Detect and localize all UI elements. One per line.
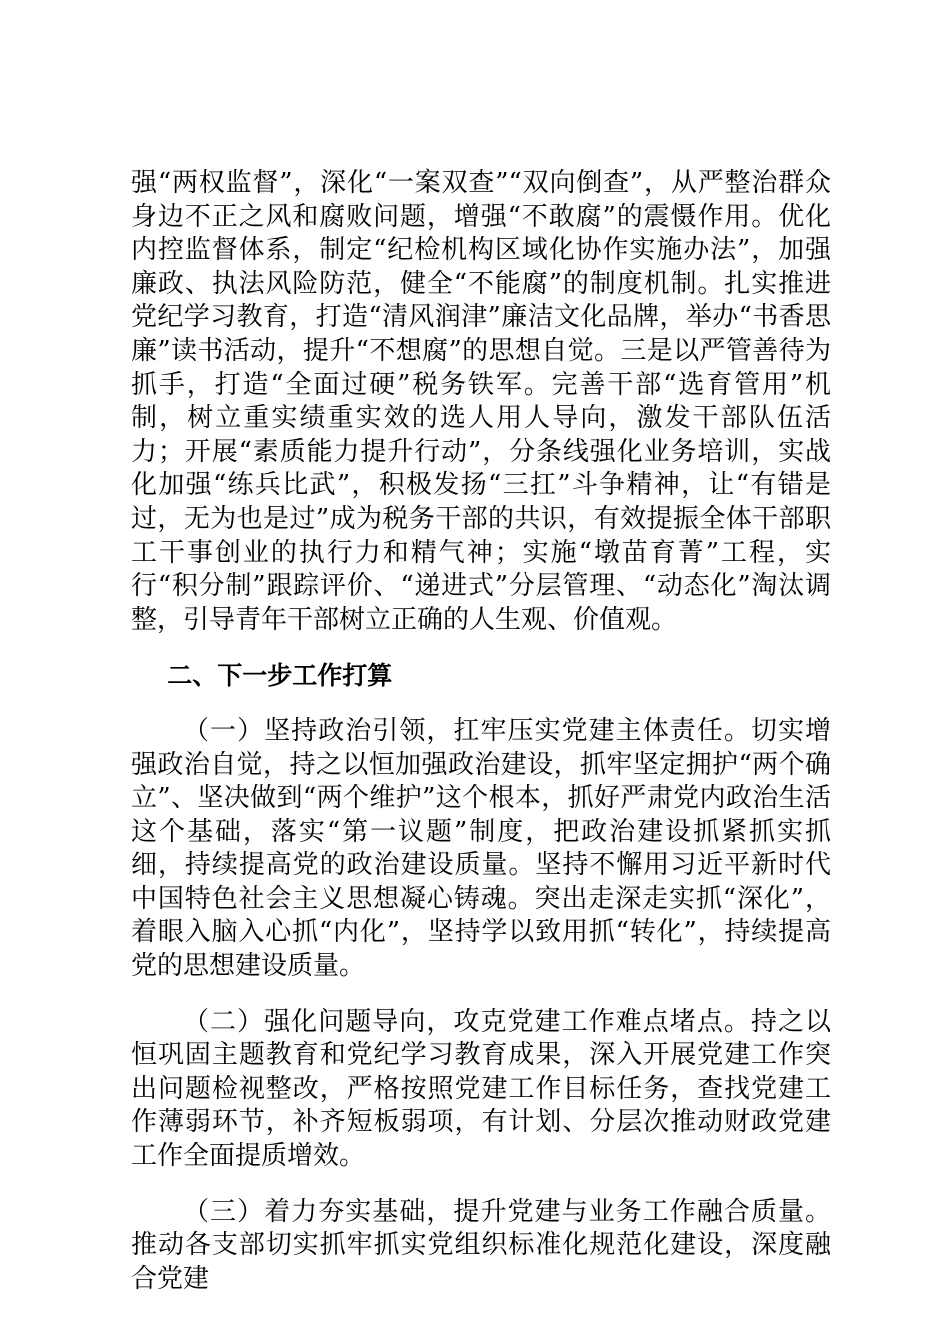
paragraph-continuation: 强“两权监督”，深化“一案双查”“双向倒查”，从严整治群众身边不正之风和腐败问题，增强“不敢腐”的震慑作用。优化内控监督体系，制定“纪检机构区域化协作实施办法”，加强廉政、执法风险防范，健全“不能腐”的制度机制。扎实推进党纪学习教育，打造“清风润津”廉洁文化品牌，举办“书香思廉”读书活动，提升“不想腐”的思想自觉。三是以严管善待为抓手，打造“全面过硬”税务铁军。完善干部“选育管用”机制，树立重实绩重实效的选人用人导向，激发干部队伍活力；开展“素质能力提升行动”，分条线强化业务培训，实战化加强“练兵比武”，积极发扬“三扛”斗争精神，让“有错是过，无为也是过”成为税务干部的共识，有效提振全体干部职工干事创业的执行力和精气神；实施“墩苗育菁”工程，实行“积分制”跟踪评价、“递进式”分层管理、“动态化”淘汰调整，引导青年干部树立正确的人生观、价值观。	[131, 168, 831, 635]
paragraph-spacer	[131, 984, 831, 1006]
section-heading: 二、下一步工作打算	[167, 661, 393, 691]
paragraph-foundation: （三）着力夯实基础，提升党建与业务工作融合质量。推动各支部切实抓牢抓实党组织标准化规范化建设，深度融合党建	[131, 1196, 831, 1294]
paragraph-spacer	[131, 1174, 831, 1196]
document-body	[131, 167, 831, 1296]
paragraph-problem-orientation: （二）强化问题导向，攻克党建工作难点堵点。持之以恒巩固主题教育和党纪学习教育成果，深入开展党建工作突出问题检视整改，严格按照党建工作目标任务，查找党建工作薄弱环节，补齐短板弱项，有计划、分层次推动财政党建工作全面提质增效。	[131, 1006, 831, 1172]
paragraph-political-leadership: （一）坚持政治引领，扛牢压实党建主体责任。切实增强政治自觉，持之以恒加强政治建设，抓牢坚定拥护“两个确立”、坚决做到“两个维护”这个根本，抓好严肃党内政治生活这个基础，落实“第一议题”制度，把政治建设抓紧抓实抓细，持续提高党的政治建设质量。坚持不懈用习近平新时代中国特色社会主义思想凝心铸魂。突出走深走实抓“深化”，着眼入脑入心抓“内化”，坚持学以致用抓“转化”，持续提高党的思想建设质量。	[131, 715, 831, 982]
